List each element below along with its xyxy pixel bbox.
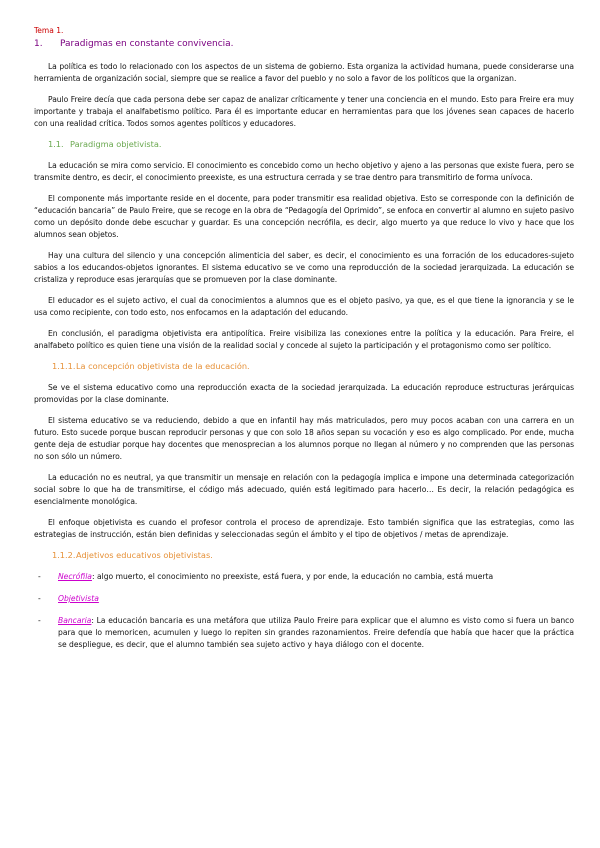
section-heading-1-1-1 bbox=[52, 361, 574, 371]
paragraph: Se ve el sistema educativo como una reproducción exacta de la sociedad jerarquizada. La educación reproduce estructuras jerárquicas promovidas por la clase dominante. bbox=[34, 383, 574, 404]
bullet-dash: - bbox=[38, 594, 41, 603]
term-definition: : algo muerto, el conocimiento no preexiste, está fuera, y por ende, la educación no cambia, está muerta bbox=[91, 572, 494, 581]
section-number: 1.1. bbox=[48, 139, 64, 149]
section-title: Paradigma objetivista. bbox=[70, 139, 162, 149]
term-definition: : La educación bancaria es una metáfora que utiliza Paulo Freire para explicar que el alumno es visto como si fuera un banco para que lo memoricen, acumulen y luego lo repiten sin grandes razonamientos. Freire defendía que había que hacer que la práctica se despliegue, es decir, que el alumno también sea sujeto activo y haya diálogo con el docente. bbox=[58, 616, 574, 649]
section-number: 1.1.1. bbox=[52, 361, 76, 371]
section-title: Paradigmas en constante convivencia. bbox=[60, 39, 234, 49]
section-number: 1.1.2. bbox=[52, 550, 76, 560]
list-item bbox=[34, 571, 574, 583]
paragraph: Hay una cultura del silencio y una concepción alimenticia del saber, es decir, el conocimiento es una forración de los educadores-sujeto sabios a los educandos-objetos ignorantes. El sistema educativo se ve como una reproducción de la sociedad jerarquizada. La educación se cristaliza y reproduce esas jerarquías que se promueven por la clase dominante. bbox=[34, 251, 574, 284]
section-heading-1-1-2 bbox=[52, 550, 574, 560]
adjectives-list bbox=[34, 571, 574, 651]
paragraph: La política es todo lo relacionado con los aspectos de un sistema de gobierno. Esta organiza la actividad humana, puede considerarse una herramienta de organización social, siempre que se realice a favor del pueblo y no solo a favor de los políticos que la organizan. bbox=[34, 62, 574, 83]
paragraph: La educación se mira como servicio. El conocimiento es concebido como un hecho objetivo y ajeno a las personas que existe fuera, pero se transmite dentro, es decir, el conocimiento preexiste, es una estructura cerrada y se trae dentro para transmitirlo de forma unívoca. bbox=[34, 161, 574, 182]
list-item bbox=[34, 615, 574, 651]
paragraph: Paulo Freire decía que cada persona debe ser capaz de analizar críticamente y tener una conciencia en el mundo. Esto para Freire era muy importante y trabaja el analfabetismo político. Para él es importante educar en herramientas para que los jóvenes sean capaces de hacerlo con una realidad crítica. Todos somos agentes políticos y educadores. bbox=[34, 95, 574, 128]
section-heading-1 bbox=[34, 39, 574, 49]
term-link: Objetivista bbox=[58, 594, 99, 603]
paragraph: En conclusión, el paradigma objetivista era antipolítica. Freire visibiliza las conexiones entre la política y la educación. Para Freire, el analfabeto político es quien tiene una visión de la realidad social y concede al sujeto la participación y el protagonismo como ser político. bbox=[34, 329, 574, 350]
list-item bbox=[34, 593, 574, 605]
paragraph: El educador es el sujeto activo, el cual da conocimientos a alumnos que es el objeto pasivo, ya que, es el que tiene la ignorancia y se le usa como recipiente, con todo esto, nos enfocamos en la adaptación del educando. bbox=[34, 296, 574, 317]
section-title: La concepción objetivista de la educación. bbox=[76, 361, 250, 371]
list-item-text bbox=[58, 615, 574, 651]
section-number: 1. bbox=[34, 39, 43, 49]
term-link: Necrófila bbox=[58, 572, 92, 581]
term-link: Bancaria bbox=[58, 616, 92, 625]
list-item-text bbox=[58, 593, 574, 605]
bullet-dash: - bbox=[38, 572, 41, 581]
paragraph: El sistema educativo se va reduciendo, debido a que en infantil hay más matriculados, pero muy pocos acaban con una carrera en un futuro. Esto sucede porque buscan reproducir personas y que con solo 18 años sepan su vocación y eso es algo complicado. Por ende, mucha gente deja de estudiar porque hay docentes que menosprecian a los alumnos porque no llegan al número y no comprenden que las personas no son sólo un número. bbox=[34, 416, 574, 461]
paragraph: La educación no es neutral, ya que transmitir un mensaje en relación con la pedagogía implica e impone una determinada categorización social sobre lo que ha de transmitirse, el código más adecuado, quién está legitimado para hacerlo… Es decir, la relación pedagógica es esencialmente monológica. bbox=[34, 473, 574, 506]
list-item-text bbox=[58, 571, 574, 583]
tema-label: Tema 1. bbox=[34, 26, 64, 35]
paragraph: El componente más importante reside en el docente, para poder transmitir esa realidad objetiva. Esto se corresponde con la definición de “educación bancaria” de Paulo Freire, que se recoge en la obra de “Pedagogía del Oprimido”, se enfoca en convertir al alumno en sujeto pasivo como un depósito donde debe escuchar y guardar. Es una concepción necrófila, es decir, algo muerto ya que reduce lo vivo y hace que los alumnos sean objetos. bbox=[34, 194, 574, 239]
section-title: Adjetivos educativos objetivistas. bbox=[76, 550, 213, 560]
bullet-dash: - bbox=[38, 616, 41, 625]
section-heading-1-1 bbox=[48, 139, 574, 149]
paragraph: El enfoque objetivista es cuando el profesor controla el proceso de aprendizaje. Esto también significa que las estrategias, como las estrategias de instrucción, están bien definidas y seleccionadas según el ámbito y el tipo de objetivos / metas de aprendizaje. bbox=[34, 518, 574, 539]
